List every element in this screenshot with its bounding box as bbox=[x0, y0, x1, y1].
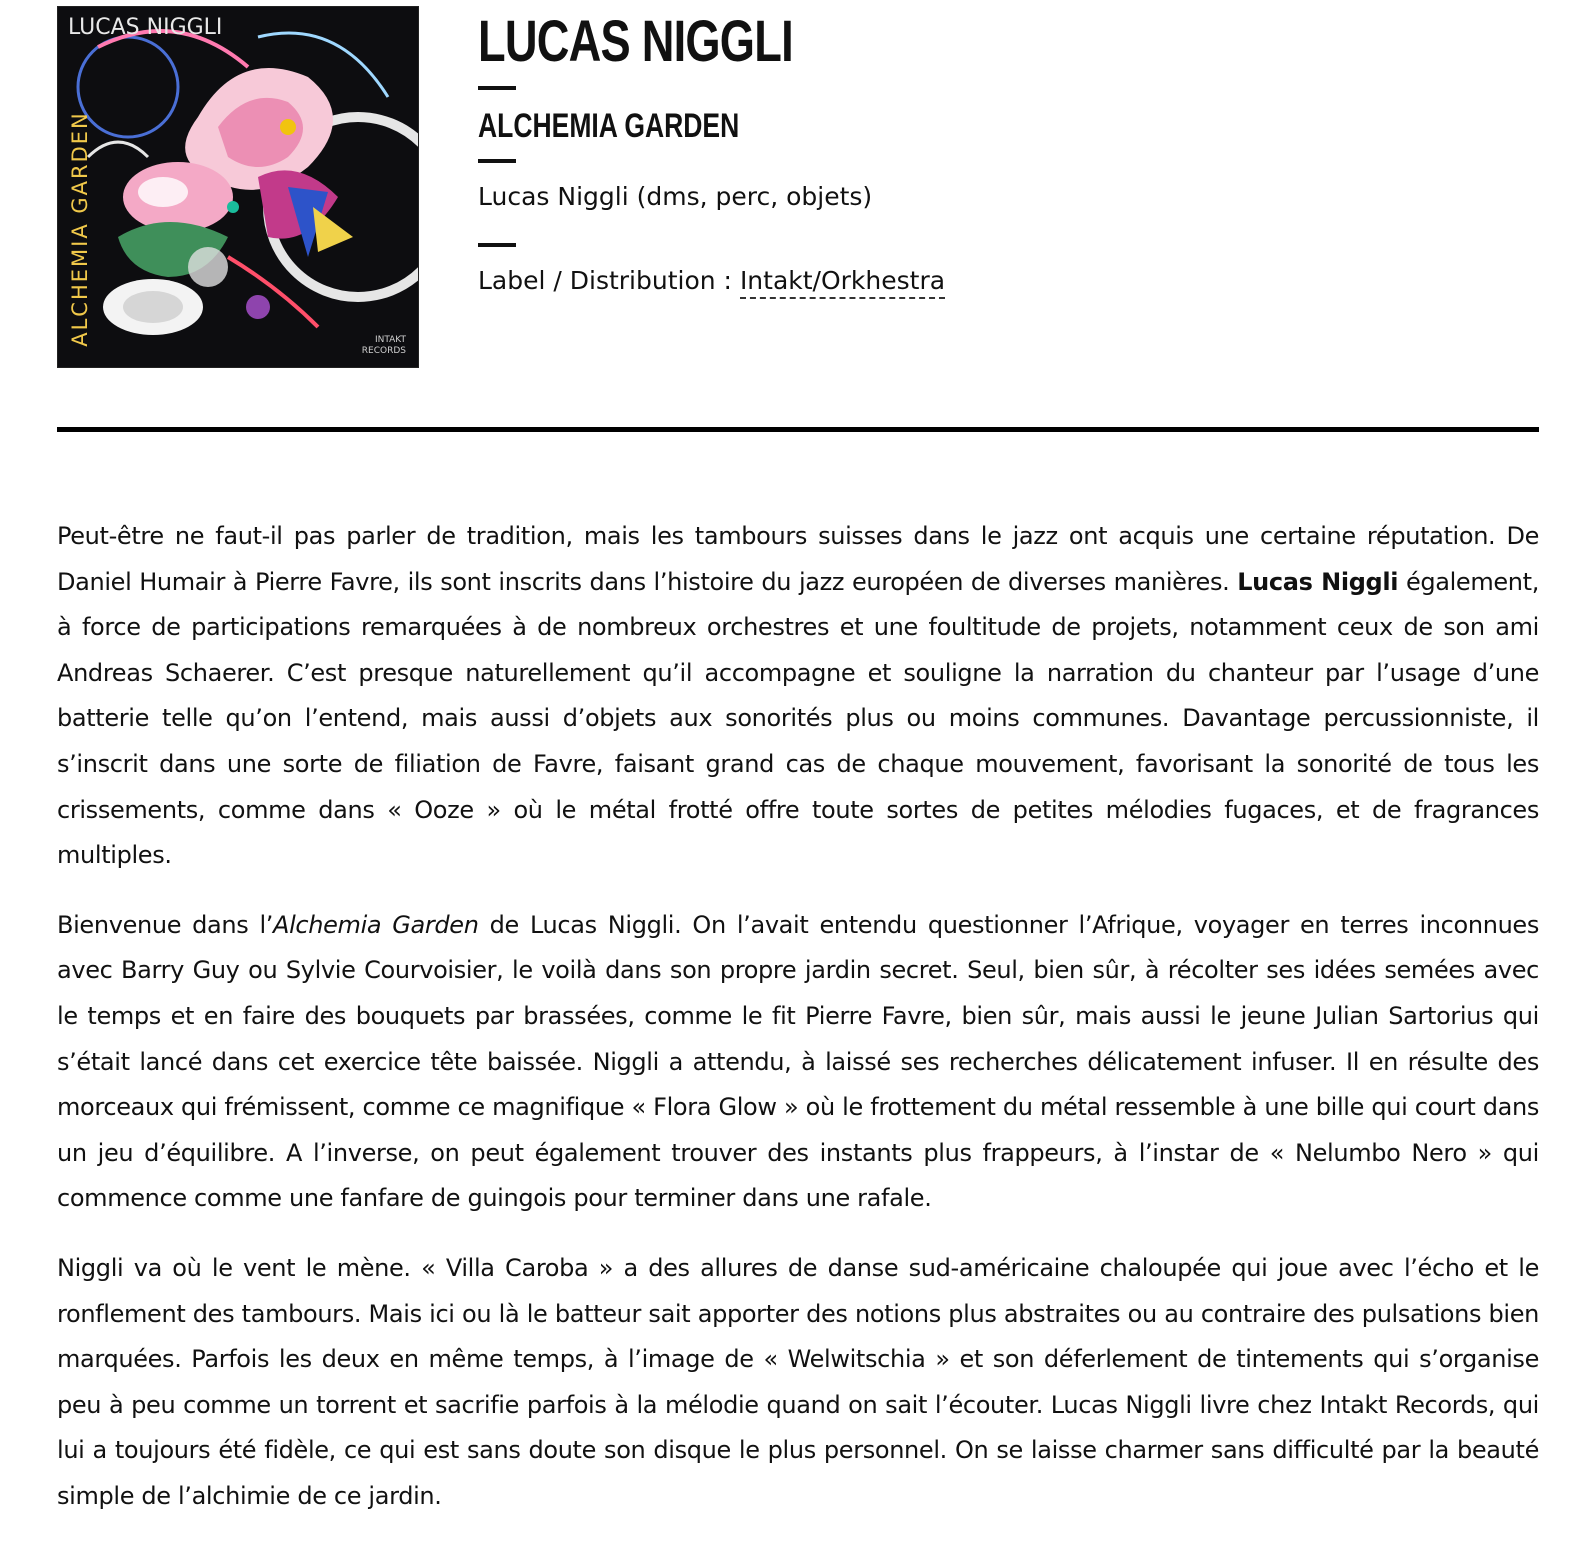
paragraph bbox=[57, 903, 1539, 1222]
artist-name: LUCAS NIGGLI bbox=[478, 9, 793, 74]
cover-artist-text: LUCAS NIGGLI bbox=[68, 15, 223, 40]
label-distribution bbox=[478, 265, 945, 297]
paragraph-text: Peut-être ne faut-il pas parler de tradition, mais les tambours suisses dans le jazz ont acquis une certaine réputation. De Daniel Humair à Pierre Favre, ils sont inscrits dans l’histoire du jazz européen de diverses manières. bbox=[57, 522, 1539, 596]
album-title: ALCHEMIA GARDEN bbox=[478, 107, 740, 145]
album-cover bbox=[57, 6, 419, 368]
cover-album-title-text: ALCHEMIA GARDEN bbox=[68, 111, 92, 347]
separator-dash bbox=[478, 86, 516, 90]
cover-label-line1: INTAKT bbox=[374, 335, 406, 345]
paragraph-text: de Lucas Niggli. On l’avait entendu questionner l’Afrique, voyager en terres inconnues avec Barry Guy ou Sylvie Courvoisier, le voilà dans son propre jardin secret. Seul, bien sûr, à récolter ses idées semées avec le temps et en faire des bouquets par brassées, comme le fit Pierre Favre, bien sûr, mais aussi le jeune Julian Sartorius qui s’était lancé dans cet exercice tête baissée. Niggli a attendu, à laissé ses recherches délicatement infuser. Il en résulte des morceaux qui frémissent, comme ce magnifique « Flora Glow » où le frottement du métal ressemble à une bille qui court dans un jeu d’équilibre. A l’inverse, on peut également trouver des instants plus frappeurs, à l’instar de « Nelumbo Nero » qui commence comme une fanfare de guingois pour terminer dans une rafale. bbox=[57, 910, 1539, 1213]
label-prefix: Label / Distribution : bbox=[478, 266, 740, 295]
header-divider bbox=[57, 427, 1539, 432]
cover-label-line2: RECORDS bbox=[361, 346, 406, 356]
separator-dash bbox=[478, 159, 516, 163]
cover-label-logo bbox=[362, 335, 406, 357]
personnel: Lucas Niggli (dms, perc, objets) bbox=[478, 182, 873, 211]
album-title-italic: Alchemia Garden bbox=[273, 910, 479, 939]
separator-dash bbox=[478, 243, 516, 247]
paragraph bbox=[57, 514, 1539, 879]
album-cover-art bbox=[58, 7, 418, 367]
album-header bbox=[57, 6, 1557, 366]
label-link[interactable]: Intakt/Orkhestra bbox=[740, 266, 945, 299]
review-body bbox=[57, 514, 1539, 1543]
artist-name-bold: Lucas Niggli bbox=[1237, 567, 1399, 596]
paragraph-text: également, à force de participations remarquées à de nombreux orchestres et une foultitude de projets, notamment ceux de son ami Andreas Schaerer. C’est presque naturellement qu’il accompagne et souligne la narration du chanteur par l’usage d’une batterie telle qu’on l’entend, mais aussi d’objets aux sonorités plus ou moins communes. Davantage percussionniste, il s’inscrit dans une sorte de filiation de Favre, faisant grand cas de chaque mouvement, favorisant la sonorité de tous les crissements, comme dans « Ooze » où le métal frotté offre toute sortes de petites mélodies fugaces, et de fragrances multiples. bbox=[57, 567, 1539, 870]
paragraph: Niggli va où le vent le mène. « Villa Caroba » a des allures de danse sud-américaine chaloupée qui joue avec l’écho et le ronflement des tambours. Mais ici ou là le batteur sait apporter des notions plus abstraites ou au contraire des pulsations bien marquées. Parfois les deux en même temps, à l’image de « Welwitschia » et son déferlement de tintements qui s’organise peu à peu comme un torrent et sacrifie parfois à la mélodie quand on sait l’écouter. Lucas Niggli livre chez Intakt Records, qui lui a toujours été fidèle, ce qui est sans doute son disque le plus personnel. On se laisse charmer sans difficulté par la beauté simple de l’alchimie de ce jardin. bbox=[57, 1253, 1539, 1510]
paragraph-text: Bienvenue dans l’ bbox=[57, 910, 274, 939]
album-info bbox=[478, 6, 945, 297]
